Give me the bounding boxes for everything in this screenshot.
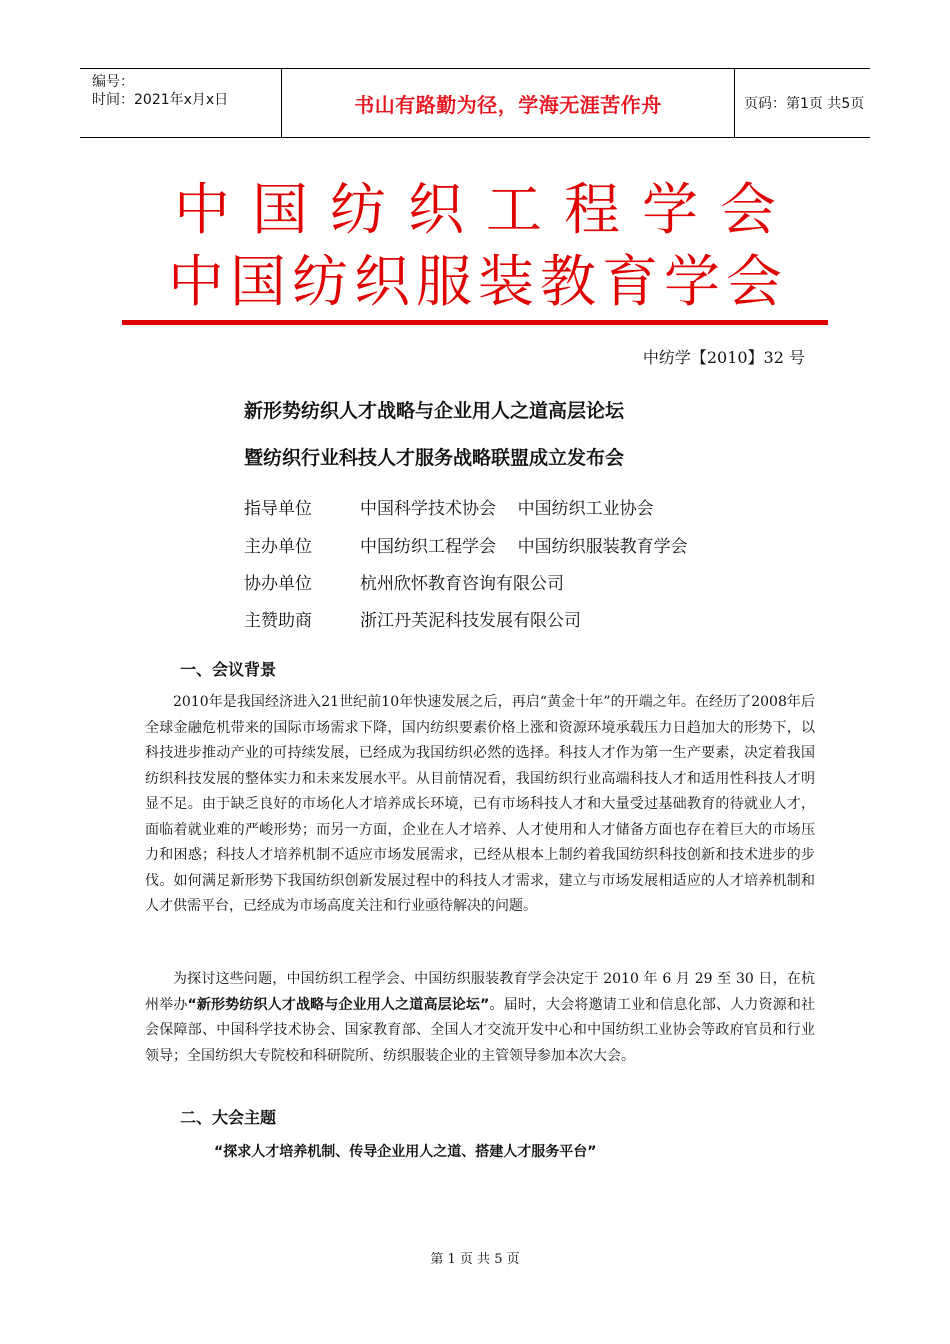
number-label: 编号： (92, 74, 134, 90)
background-paragraph-1: 2010年是我国经济进入21世纪前10年快速发展之后，再启“黄金十年”的开端之年。在经历了2008年后全球金融危机带来的国际市场需求下降，国内纺织要素价格上涨和资源环境承载压力日趋加大的形势下，以科技进步推动产业的可持续发展，已经成为我国纺织必然的选择。科技人才作为第一生产要素，决定着我国纺织科技发展的整体实力和未来发展水平。从目前情况看，我国纺织行业高端科技人才和适用性科技人才明显不足。由于缺乏良好的市场化人才培养成长环境，已有市场科技人才和大量受过基础教育的待就业人才，面临着就业难的严峻形势；而另一方面，企业在人才培养、人才使用和人才储备方面也存在着巨大的市场压力和困惑；科技人才培养机制不适应市场发展需求，已经从根本上制约着我国纺织科技创新和技术进步的步伐。如何满足新形势下我国纺织创新发展过程中的科技人才需求，建立与市场发展相适应的人才培养机制和人才供需平台，已经成为市场高度关注和行业亟待解决的问题。 (145, 694, 815, 914)
organizer-row (244, 532, 688, 557)
org-name-1: 中国纺织工程学会 (174, 178, 798, 243)
time-label: 时间：2021年x月x日 (92, 92, 229, 108)
organizer-label: 主赞助商 (244, 611, 312, 631)
paragraph-text: 。届时，大会将邀请工业和信息化部、人力资源和社会保障部、中国科学技术协会、国家教育部、全国人才交流开发中心和中国纺织工业协会等政府官员和行业领导；全国纺织大专院校和科研院所、纺织服装企业的主管领导参加本次大会。 (145, 996, 816, 1064)
organizer-label: 指导单位 (244, 499, 312, 519)
organizer-value: 中国科学技术协会 中国纺织工业协会 (360, 499, 654, 519)
organizer-row (244, 569, 564, 594)
organizer-value: 杭州欣怀教育咨询有限公司 (360, 574, 564, 594)
header-motto: 书山有路勤为径，学海无涯苦作舟 (282, 69, 735, 137)
page-footer: 第 1 页 共 5 页 (430, 1252, 520, 1267)
header-meta (80, 69, 282, 137)
paragraph-text: 为探讨这些问题，中国纺织工程学会、中国纺织服装教育学会决定于 2010 年 6 月 29 至 30 日，在杭州举办 (145, 971, 815, 1013)
document-title-2: 暨纺织行业科技人才服务战略联盟成立发布会 (244, 447, 625, 469)
section-heading-background: 一、会议背景 (180, 660, 277, 679)
organizer-label: 主办单位 (244, 537, 312, 557)
document-title-1: 新形势纺织人才战略与企业用人之道高层论坛 (244, 400, 625, 422)
section-heading-theme: 二、大会主题 (180, 1108, 277, 1127)
background-paragraph-2 (145, 967, 815, 1069)
red-divider (122, 320, 828, 325)
conference-theme: “探求人才培养机制、传导企业用人之道、搭建人才服务平台” (214, 1144, 597, 1160)
header-table (80, 68, 870, 138)
organizer-label: 协办单位 (244, 574, 312, 594)
organizer-value: 浙江丹芙泥科技发展有限公司 (360, 611, 581, 631)
document-number: 中纺学【2010】32 号 (642, 348, 805, 367)
organizer-row (244, 606, 581, 631)
organizer-row (244, 494, 654, 519)
forum-name-bold: “新形势纺织人才战略与企业用人之道高层论坛” (187, 996, 490, 1013)
organizer-value: 中国纺织工程学会 中国纺织服装教育学会 (360, 537, 688, 557)
header-page-info: 页码：第1页 共5页 (744, 96, 865, 112)
org-name-2: 中国纺织服装教育学会 (168, 250, 788, 315)
